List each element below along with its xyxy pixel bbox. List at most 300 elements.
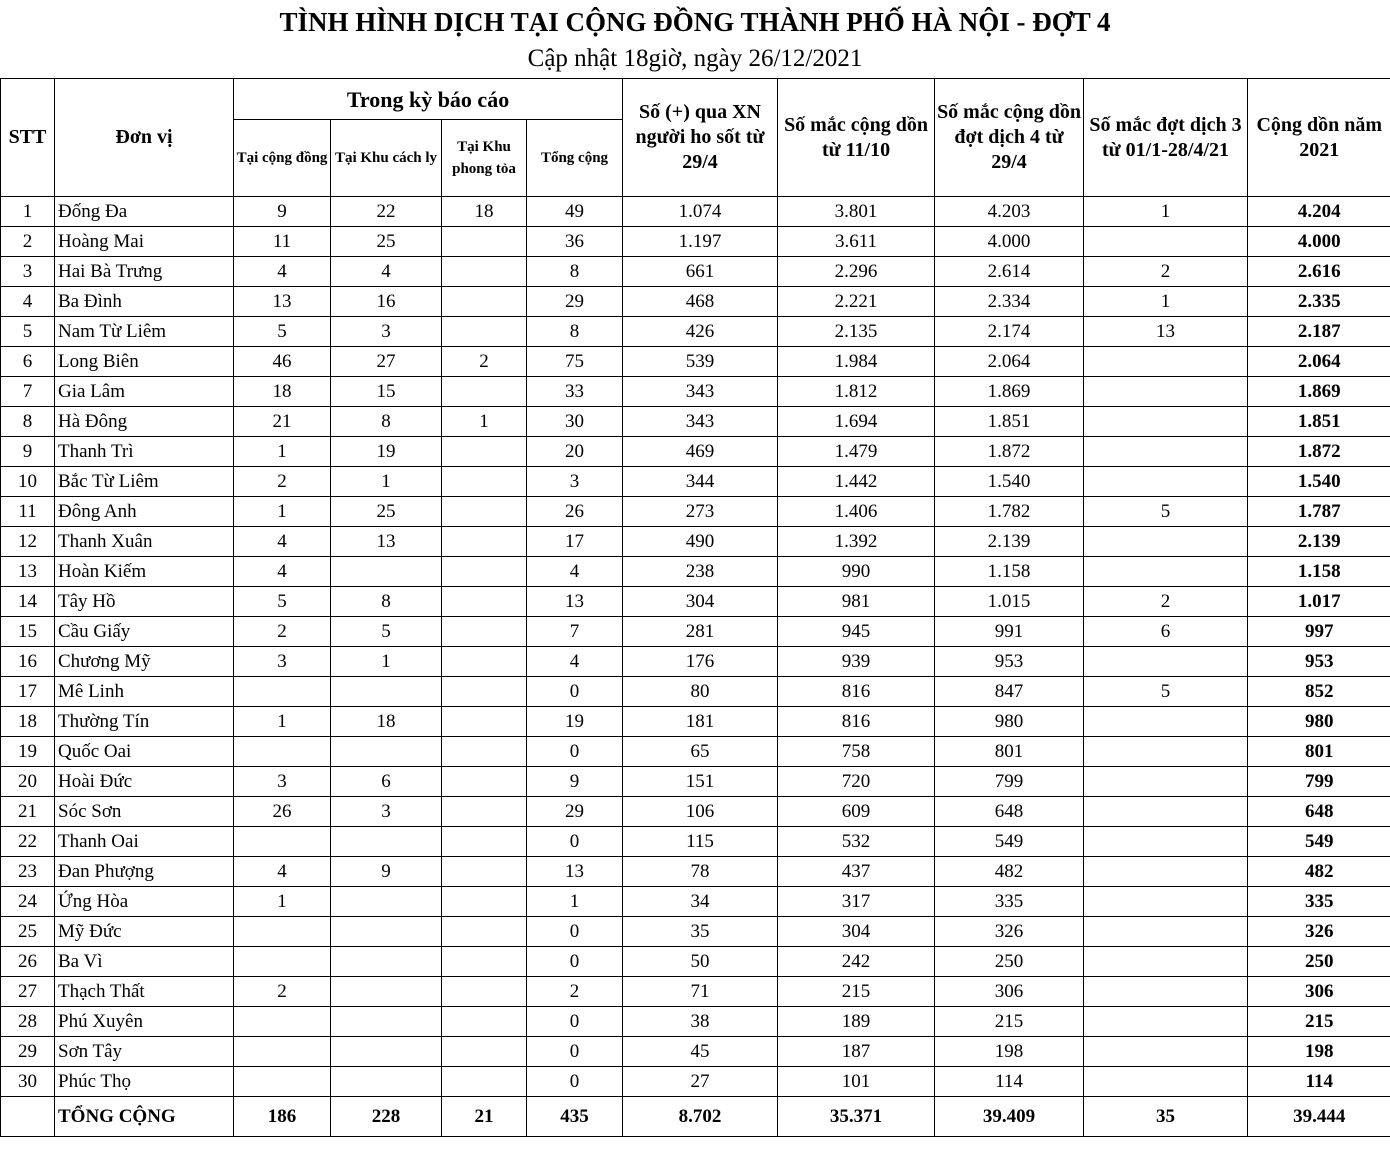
cell-tong-cong: 49 bbox=[527, 197, 623, 227]
cell-don-vi: Đan Phượng bbox=[55, 857, 234, 887]
cell-so-duong-tinh: 151 bbox=[623, 767, 778, 797]
cell-stt: 24 bbox=[1, 887, 55, 917]
cell-tai-khu-phong-toa bbox=[442, 737, 527, 767]
cell-so-mac-dot4: 306 bbox=[935, 977, 1084, 1007]
cell-stt: 20 bbox=[1, 767, 55, 797]
cell-so-mac-dot3 bbox=[1084, 737, 1248, 767]
cell-tong-cong: 29 bbox=[527, 287, 623, 317]
cell-tong-cong: 4 bbox=[527, 647, 623, 677]
cell-so-duong-tinh: 27 bbox=[623, 1067, 778, 1097]
cell-stt: 16 bbox=[1, 647, 55, 677]
cell-tai-cong-dong bbox=[234, 677, 331, 707]
cell-tong-cong: 17 bbox=[527, 527, 623, 557]
cell-cong-don-nam: 335 bbox=[1248, 887, 1390, 917]
table-row bbox=[1, 737, 1390, 767]
cell-tai-cong-dong bbox=[234, 1037, 331, 1067]
cell-tai-khu-cach-ly: 27 bbox=[331, 347, 442, 377]
cell-so-duong-tinh: 281 bbox=[623, 617, 778, 647]
cell-tai-cong-dong bbox=[234, 947, 331, 977]
header-cong-don-nam: Cộng dồn năm 2021 bbox=[1248, 79, 1390, 197]
cell-tai-khu-phong-toa bbox=[442, 917, 527, 947]
cell-so-duong-tinh: 273 bbox=[623, 497, 778, 527]
table-row bbox=[1, 827, 1390, 857]
cell-tai-khu-cach-ly: 1 bbox=[331, 467, 442, 497]
cell-tai-cong-dong: 4 bbox=[234, 257, 331, 287]
cell-don-vi: Nam Từ Liêm bbox=[55, 317, 234, 347]
cell-cong-don-nam: 1.017 bbox=[1248, 587, 1390, 617]
cell-tai-khu-phong-toa bbox=[442, 227, 527, 257]
cell-tai-khu-cach-ly: 3 bbox=[331, 797, 442, 827]
cell-so-mac-dot3: 5 bbox=[1084, 497, 1248, 527]
cell-stt: 28 bbox=[1, 1007, 55, 1037]
cell-tai-cong-dong: 13 bbox=[234, 287, 331, 317]
table-row bbox=[1, 197, 1390, 227]
cell-tai-khu-cach-ly: 16 bbox=[331, 287, 442, 317]
cell-so-duong-tinh: 65 bbox=[623, 737, 778, 767]
cell-don-vi: Ba Vì bbox=[55, 947, 234, 977]
cell-don-vi: Thanh Trì bbox=[55, 437, 234, 467]
cell-so-mac-cong-don: 609 bbox=[778, 797, 935, 827]
cell-tai-cong-dong: 1 bbox=[234, 497, 331, 527]
cell-cong-don-nam: 250 bbox=[1248, 947, 1390, 977]
cell-so-mac-dot3 bbox=[1084, 347, 1248, 377]
cell-tong-cong: 36 bbox=[527, 227, 623, 257]
cell-tai-khu-cach-ly: 25 bbox=[331, 227, 442, 257]
cell-so-mac-dot4: 1.782 bbox=[935, 497, 1084, 527]
cell-so-mac-cong-don: 187 bbox=[778, 1037, 935, 1067]
cell-so-duong-tinh: 45 bbox=[623, 1037, 778, 1067]
table-row bbox=[1, 1037, 1390, 1067]
cell-tong-cong: 29 bbox=[527, 797, 623, 827]
cell-so-mac-dot4: 549 bbox=[935, 827, 1084, 857]
cell-stt: 12 bbox=[1, 527, 55, 557]
cell-don-vi: Thạch Thất bbox=[55, 977, 234, 1007]
table-row bbox=[1, 947, 1390, 977]
cell-don-vi: Tây Hồ bbox=[55, 587, 234, 617]
cell-tong-cong: 9 bbox=[527, 767, 623, 797]
cell-cong-don-nam: 953 bbox=[1248, 647, 1390, 677]
cell-tong-cong: 2 bbox=[527, 977, 623, 1007]
cell-tai-khu-cach-ly bbox=[331, 1037, 442, 1067]
cell-so-mac-dot4: 2.139 bbox=[935, 527, 1084, 557]
cell-stt: 7 bbox=[1, 377, 55, 407]
table-row bbox=[1, 707, 1390, 737]
cell-so-mac-dot3 bbox=[1084, 467, 1248, 497]
cell-stt: 2 bbox=[1, 227, 55, 257]
cell-cong-don-nam: 648 bbox=[1248, 797, 1390, 827]
total-tai-khu-phong-toa: 21 bbox=[442, 1097, 527, 1137]
table-row bbox=[1, 797, 1390, 827]
cell-so-mac-cong-don: 317 bbox=[778, 887, 935, 917]
cell-so-duong-tinh: 80 bbox=[623, 677, 778, 707]
cell-tai-khu-phong-toa bbox=[442, 1067, 527, 1097]
cell-tai-khu-phong-toa bbox=[442, 377, 527, 407]
cell-so-mac-cong-don: 437 bbox=[778, 857, 935, 887]
cell-tai-cong-dong: 26 bbox=[234, 797, 331, 827]
cell-so-mac-dot4: 326 bbox=[935, 917, 1084, 947]
cell-tong-cong: 13 bbox=[527, 857, 623, 887]
cell-so-duong-tinh: 1.197 bbox=[623, 227, 778, 257]
cell-cong-don-nam: 198 bbox=[1248, 1037, 1390, 1067]
cell-so-mac-cong-don: 816 bbox=[778, 707, 935, 737]
cell-don-vi: Long Biên bbox=[55, 347, 234, 377]
cell-don-vi: Quốc Oai bbox=[55, 737, 234, 767]
cell-tai-cong-dong: 5 bbox=[234, 587, 331, 617]
cell-tong-cong: 0 bbox=[527, 677, 623, 707]
cell-tai-khu-cach-ly: 13 bbox=[331, 527, 442, 557]
header-tai-cong-dong: Tại cộng đồng bbox=[234, 120, 331, 197]
table-row bbox=[1, 497, 1390, 527]
cell-stt: 23 bbox=[1, 857, 55, 887]
cell-so-mac-cong-don: 1.392 bbox=[778, 527, 935, 557]
cell-tong-cong: 75 bbox=[527, 347, 623, 377]
cell-don-vi: Hoài Đức bbox=[55, 767, 234, 797]
table-row bbox=[1, 587, 1390, 617]
cell-tai-khu-cach-ly bbox=[331, 1067, 442, 1097]
cell-so-mac-cong-don: 1.984 bbox=[778, 347, 935, 377]
cell-tai-khu-phong-toa bbox=[442, 617, 527, 647]
cell-tai-cong-dong: 46 bbox=[234, 347, 331, 377]
cell-tai-khu-phong-toa bbox=[442, 557, 527, 587]
cell-so-mac-dot3 bbox=[1084, 977, 1248, 1007]
cell-stt: 6 bbox=[1, 347, 55, 377]
table-row bbox=[1, 1067, 1390, 1097]
table-row bbox=[1, 437, 1390, 467]
cell-stt: 14 bbox=[1, 587, 55, 617]
cell-don-vi: Thường Tín bbox=[55, 707, 234, 737]
cell-so-mac-cong-don: 101 bbox=[778, 1067, 935, 1097]
cell-so-mac-dot3 bbox=[1084, 407, 1248, 437]
cell-stt: 8 bbox=[1, 407, 55, 437]
table-row bbox=[1, 227, 1390, 257]
cell-so-duong-tinh: 343 bbox=[623, 407, 778, 437]
cell-stt: 11 bbox=[1, 497, 55, 527]
cell-so-mac-dot4: 801 bbox=[935, 737, 1084, 767]
table-row bbox=[1, 467, 1390, 497]
cell-so-mac-cong-don: 532 bbox=[778, 827, 935, 857]
cell-stt: 19 bbox=[1, 737, 55, 767]
cell-tai-cong-dong bbox=[234, 1067, 331, 1097]
cell-tong-cong: 8 bbox=[527, 257, 623, 287]
cell-cong-don-nam: 549 bbox=[1248, 827, 1390, 857]
cell-tai-khu-cach-ly: 15 bbox=[331, 377, 442, 407]
cell-so-mac-cong-don: 2.135 bbox=[778, 317, 935, 347]
cell-cong-don-nam: 2.335 bbox=[1248, 287, 1390, 317]
cell-cong-don-nam: 2.187 bbox=[1248, 317, 1390, 347]
cell-tai-khu-cach-ly bbox=[331, 677, 442, 707]
cell-tai-khu-cach-ly: 8 bbox=[331, 587, 442, 617]
cell-tai-khu-phong-toa bbox=[442, 947, 527, 977]
cell-stt: 1 bbox=[1, 197, 55, 227]
table-row bbox=[1, 647, 1390, 677]
cell-so-mac-cong-don: 1.442 bbox=[778, 467, 935, 497]
total-so-mac-cong-don: 35.371 bbox=[778, 1097, 935, 1137]
cell-so-duong-tinh: 343 bbox=[623, 377, 778, 407]
report-title: TÌNH HÌNH DỊCH TẠI CỘNG ĐỒNG THÀNH PHỐ HÀ NỘI - ĐỢT 4 bbox=[279, 7, 1111, 37]
table-row bbox=[1, 377, 1390, 407]
cell-so-mac-dot4: 4.000 bbox=[935, 227, 1084, 257]
cell-so-mac-dot3 bbox=[1084, 647, 1248, 677]
header-tai-khu-cach-ly: Tại Khu cách ly bbox=[331, 120, 442, 197]
cell-so-mac-dot3 bbox=[1084, 1037, 1248, 1067]
cell-so-mac-dot4: 1.851 bbox=[935, 407, 1084, 437]
cell-so-mac-dot3: 2 bbox=[1084, 257, 1248, 287]
cell-tong-cong: 3 bbox=[527, 467, 623, 497]
cell-tai-khu-phong-toa bbox=[442, 587, 527, 617]
cell-so-mac-cong-don: 720 bbox=[778, 767, 935, 797]
table-row bbox=[1, 557, 1390, 587]
cell-tong-cong: 0 bbox=[527, 1007, 623, 1037]
cell-so-mac-dot3 bbox=[1084, 767, 1248, 797]
cell-tai-khu-phong-toa: 18 bbox=[442, 197, 527, 227]
cell-so-mac-dot4: 1.872 bbox=[935, 437, 1084, 467]
cell-tai-cong-dong: 4 bbox=[234, 557, 331, 587]
header-tong-cong: Tổng cộng bbox=[527, 120, 623, 197]
total-tai-cong-dong: 186 bbox=[234, 1097, 331, 1137]
cell-stt: 25 bbox=[1, 917, 55, 947]
cell-tai-khu-phong-toa bbox=[442, 677, 527, 707]
cell-so-mac-dot4: 847 bbox=[935, 677, 1084, 707]
cell-so-duong-tinh: 50 bbox=[623, 947, 778, 977]
cell-tong-cong: 20 bbox=[527, 437, 623, 467]
cell-so-duong-tinh: 115 bbox=[623, 827, 778, 857]
cell-cong-don-nam: 2.139 bbox=[1248, 527, 1390, 557]
cell-tai-khu-phong-toa: 1 bbox=[442, 407, 527, 437]
cell-tai-cong-dong: 2 bbox=[234, 977, 331, 1007]
table-row bbox=[1, 347, 1390, 377]
header-don-vi: Đơn vị bbox=[55, 79, 234, 197]
cell-cong-don-nam: 114 bbox=[1248, 1067, 1390, 1097]
cell-so-mac-dot3 bbox=[1084, 527, 1248, 557]
cell-so-mac-dot4: 1.540 bbox=[935, 467, 1084, 497]
cell-cong-don-nam: 4.204 bbox=[1248, 197, 1390, 227]
cell-tong-cong: 13 bbox=[527, 587, 623, 617]
table-row bbox=[1, 257, 1390, 287]
cell-so-duong-tinh: 468 bbox=[623, 287, 778, 317]
header-so-mac-cong-don: Số mắc cộng dồn từ 11/10 bbox=[778, 79, 935, 197]
cell-so-mac-cong-don: 304 bbox=[778, 917, 935, 947]
cell-don-vi: Mỹ Đức bbox=[55, 917, 234, 947]
cell-tai-cong-dong: 2 bbox=[234, 467, 331, 497]
header-trong-ky: Trong kỳ báo cáo bbox=[234, 79, 623, 120]
cell-tong-cong: 1 bbox=[527, 887, 623, 917]
cell-tai-khu-phong-toa bbox=[442, 857, 527, 887]
cell-so-mac-cong-don: 3.611 bbox=[778, 227, 935, 257]
cell-cong-don-nam: 1.158 bbox=[1248, 557, 1390, 587]
cell-tong-cong: 0 bbox=[527, 947, 623, 977]
cell-so-duong-tinh: 539 bbox=[623, 347, 778, 377]
cell-stt: 10 bbox=[1, 467, 55, 497]
cell-cong-don-nam: 997 bbox=[1248, 617, 1390, 647]
cell-so-mac-cong-don: 3.801 bbox=[778, 197, 935, 227]
cell-don-vi: Bắc Từ Liêm bbox=[55, 467, 234, 497]
cell-stt: 30 bbox=[1, 1067, 55, 1097]
report-subtitle: Cập nhật 18giờ, ngày 26/12/2021 bbox=[527, 45, 863, 72]
cell-so-mac-dot4: 648 bbox=[935, 797, 1084, 827]
cell-cong-don-nam: 1.851 bbox=[1248, 407, 1390, 437]
cell-tai-khu-phong-toa bbox=[442, 647, 527, 677]
cell-tai-khu-phong-toa bbox=[442, 707, 527, 737]
cell-tai-khu-phong-toa bbox=[442, 797, 527, 827]
cell-tai-khu-cach-ly bbox=[331, 977, 442, 1007]
cell-tai-khu-cach-ly bbox=[331, 557, 442, 587]
table-row bbox=[1, 917, 1390, 947]
cell-so-mac-dot4: 250 bbox=[935, 947, 1084, 977]
cell-tong-cong: 30 bbox=[527, 407, 623, 437]
table-row bbox=[1, 407, 1390, 437]
cell-cong-don-nam: 326 bbox=[1248, 917, 1390, 947]
cell-tai-khu-cach-ly: 19 bbox=[331, 437, 442, 467]
cell-so-duong-tinh: 106 bbox=[623, 797, 778, 827]
table-row bbox=[1, 527, 1390, 557]
cell-so-mac-cong-don: 242 bbox=[778, 947, 935, 977]
cell-tai-khu-cach-ly bbox=[331, 947, 442, 977]
cell-stt: 21 bbox=[1, 797, 55, 827]
cell-so-mac-dot3 bbox=[1084, 377, 1248, 407]
header-so-mac-dot4: Số mắc cộng dồn đợt dịch 4 từ 29/4 bbox=[935, 79, 1084, 197]
cell-so-duong-tinh: 78 bbox=[623, 857, 778, 887]
cell-so-duong-tinh: 38 bbox=[623, 1007, 778, 1037]
cell-so-mac-cong-don: 1.694 bbox=[778, 407, 935, 437]
cell-so-mac-dot4: 2.614 bbox=[935, 257, 1084, 287]
cell-tai-cong-dong bbox=[234, 737, 331, 767]
cell-tai-khu-cach-ly: 25 bbox=[331, 497, 442, 527]
cell-cong-don-nam: 306 bbox=[1248, 977, 1390, 1007]
table-row bbox=[1, 977, 1390, 1007]
cell-cong-don-nam: 801 bbox=[1248, 737, 1390, 767]
cell-tai-khu-phong-toa bbox=[442, 497, 527, 527]
cell-so-duong-tinh: 469 bbox=[623, 437, 778, 467]
cell-tai-khu-cach-ly: 3 bbox=[331, 317, 442, 347]
cell-tai-khu-cach-ly bbox=[331, 1007, 442, 1037]
cell-tai-khu-cach-ly bbox=[331, 827, 442, 857]
cell-tai-cong-dong: 18 bbox=[234, 377, 331, 407]
cell-so-mac-dot3 bbox=[1084, 707, 1248, 737]
header-so-duong-tinh: Số (+) qua XN người ho sốt từ 29/4 bbox=[623, 79, 778, 197]
cell-so-duong-tinh: 71 bbox=[623, 977, 778, 1007]
cell-so-mac-cong-don: 939 bbox=[778, 647, 935, 677]
cell-tai-cong-dong: 4 bbox=[234, 857, 331, 887]
cell-tong-cong: 8 bbox=[527, 317, 623, 347]
cell-so-mac-cong-don: 990 bbox=[778, 557, 935, 587]
cell-stt: 22 bbox=[1, 827, 55, 857]
cell-cong-don-nam: 980 bbox=[1248, 707, 1390, 737]
cell-cong-don-nam: 1.787 bbox=[1248, 497, 1390, 527]
cell-so-mac-dot4: 799 bbox=[935, 767, 1084, 797]
cell-so-mac-dot4: 1.158 bbox=[935, 557, 1084, 587]
cell-tai-cong-dong: 1 bbox=[234, 887, 331, 917]
cell-so-mac-dot3 bbox=[1084, 797, 1248, 827]
cell-stt: 15 bbox=[1, 617, 55, 647]
cell-don-vi: Hai Bà Trưng bbox=[55, 257, 234, 287]
cell-tai-khu-cach-ly: 9 bbox=[331, 857, 442, 887]
cell-tai-khu-cach-ly: 5 bbox=[331, 617, 442, 647]
cell-tai-khu-phong-toa bbox=[442, 317, 527, 347]
cell-tai-khu-phong-toa bbox=[442, 887, 527, 917]
cell-tong-cong: 0 bbox=[527, 827, 623, 857]
cell-so-mac-dot4: 1.015 bbox=[935, 587, 1084, 617]
cell-tai-khu-cach-ly: 1 bbox=[331, 647, 442, 677]
cell-tai-cong-dong: 21 bbox=[234, 407, 331, 437]
cell-don-vi: Hà Đông bbox=[55, 407, 234, 437]
total-don-vi: TỔNG CỘNG bbox=[55, 1097, 234, 1137]
cell-don-vi: Sơn Tây bbox=[55, 1037, 234, 1067]
cell-cong-don-nam: 799 bbox=[1248, 767, 1390, 797]
cell-tai-khu-phong-toa bbox=[442, 437, 527, 467]
table-row bbox=[1, 887, 1390, 917]
total-row bbox=[1, 1097, 1390, 1137]
cell-so-duong-tinh: 181 bbox=[623, 707, 778, 737]
cell-so-mac-dot3 bbox=[1084, 917, 1248, 947]
header-stt: STT bbox=[1, 79, 55, 197]
cell-so-duong-tinh: 34 bbox=[623, 887, 778, 917]
table-body bbox=[1, 197, 1390, 1137]
cell-so-mac-dot4: 482 bbox=[935, 857, 1084, 887]
cell-so-duong-tinh: 661 bbox=[623, 257, 778, 287]
cell-so-duong-tinh: 238 bbox=[623, 557, 778, 587]
cell-so-mac-cong-don: 1.812 bbox=[778, 377, 935, 407]
cell-so-mac-dot3 bbox=[1084, 437, 1248, 467]
cell-tai-cong-dong bbox=[234, 917, 331, 947]
cell-tai-khu-cach-ly bbox=[331, 917, 442, 947]
table-row bbox=[1, 677, 1390, 707]
cell-so-mac-dot3: 1 bbox=[1084, 287, 1248, 317]
total-stt bbox=[1, 1097, 55, 1137]
cell-cong-don-nam: 215 bbox=[1248, 1007, 1390, 1037]
cell-tong-cong: 26 bbox=[527, 497, 623, 527]
cell-tai-khu-cach-ly: 4 bbox=[331, 257, 442, 287]
cell-tai-cong-dong bbox=[234, 827, 331, 857]
cell-tai-khu-cach-ly: 18 bbox=[331, 707, 442, 737]
cell-stt: 13 bbox=[1, 557, 55, 587]
cell-don-vi: Sóc Sơn bbox=[55, 797, 234, 827]
total-so-mac-dot4: 39.409 bbox=[935, 1097, 1084, 1137]
cell-so-mac-dot4: 1.869 bbox=[935, 377, 1084, 407]
cell-so-mac-dot3 bbox=[1084, 227, 1248, 257]
cell-cong-don-nam: 2.064 bbox=[1248, 347, 1390, 377]
cell-cong-don-nam: 2.616 bbox=[1248, 257, 1390, 287]
cell-tai-khu-phong-toa bbox=[442, 977, 527, 1007]
cell-so-mac-dot4: 2.174 bbox=[935, 317, 1084, 347]
cell-don-vi: Phú Xuyên bbox=[55, 1007, 234, 1037]
cell-so-duong-tinh: 176 bbox=[623, 647, 778, 677]
cell-so-duong-tinh: 304 bbox=[623, 587, 778, 617]
cell-stt: 3 bbox=[1, 257, 55, 287]
cell-tong-cong: 0 bbox=[527, 917, 623, 947]
cell-don-vi: Gia Lâm bbox=[55, 377, 234, 407]
cell-stt: 17 bbox=[1, 677, 55, 707]
cell-tong-cong: 4 bbox=[527, 557, 623, 587]
cell-so-mac-dot3 bbox=[1084, 557, 1248, 587]
cell-tong-cong: 33 bbox=[527, 377, 623, 407]
cell-so-duong-tinh: 1.074 bbox=[623, 197, 778, 227]
cell-tong-cong: 0 bbox=[527, 737, 623, 767]
table-row bbox=[1, 857, 1390, 887]
table-row bbox=[1, 767, 1390, 797]
cell-tai-cong-dong: 4 bbox=[234, 527, 331, 557]
cell-don-vi: Cầu Giấy bbox=[55, 617, 234, 647]
cell-so-mac-dot3 bbox=[1084, 887, 1248, 917]
cell-tai-khu-phong-toa bbox=[442, 1037, 527, 1067]
cell-tong-cong: 0 bbox=[527, 1067, 623, 1097]
table-row bbox=[1, 287, 1390, 317]
cell-tai-khu-cach-ly: 8 bbox=[331, 407, 442, 437]
cell-so-mac-dot3: 1 bbox=[1084, 197, 1248, 227]
cell-tong-cong: 7 bbox=[527, 617, 623, 647]
cell-so-mac-cong-don: 2.296 bbox=[778, 257, 935, 287]
header-so-mac-dot3: Số mắc đợt dịch 3 từ 01/1-28/4/21 bbox=[1084, 79, 1248, 197]
cell-don-vi: Phúc Thọ bbox=[55, 1067, 234, 1097]
